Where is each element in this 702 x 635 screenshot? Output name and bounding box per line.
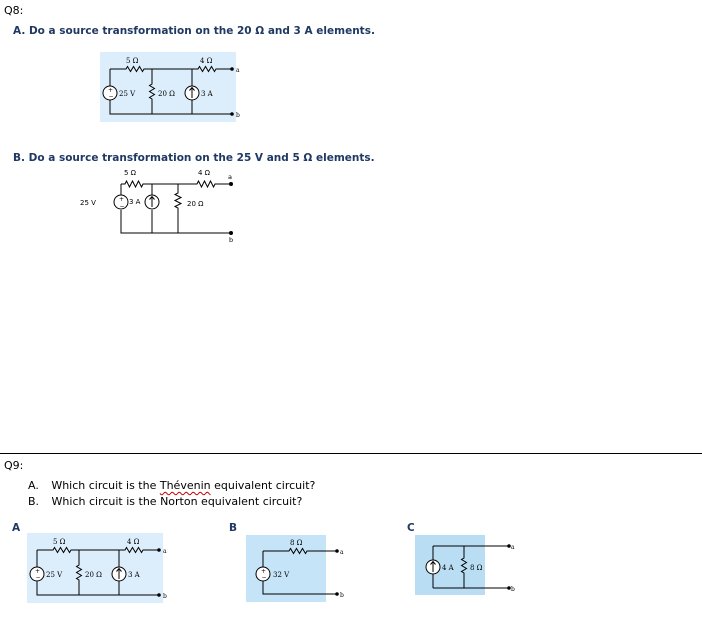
q9-label: Q9: (4, 459, 24, 472)
question-b-text: Which circuit is the Norton equivalent circuit? (51, 495, 303, 508)
node-a-label: a (236, 67, 240, 74)
section-divider (0, 453, 702, 454)
r-shunt-label: 20 Ω (158, 90, 175, 98)
node-a-label: a (228, 173, 232, 181)
svg-text:−: − (261, 574, 267, 581)
i-source-label: 3 A (129, 198, 141, 206)
node-a-dot (157, 548, 161, 552)
node-b-label: b (163, 593, 167, 600)
i-source-label: 3 A (128, 571, 140, 579)
node-b-dot (230, 112, 234, 116)
node-b-label: b (236, 112, 240, 119)
q8-label: Q8: (4, 4, 24, 17)
thevenin-word: Thévenin (159, 479, 211, 492)
r-shunt-label: 20 Ω (187, 200, 204, 208)
v-source-label: 25 V (46, 571, 63, 579)
svg-text:−: − (119, 203, 125, 210)
r-shunt-label: 20 Ω (85, 571, 102, 579)
node-b-dot (157, 593, 161, 597)
q9-question-b (28, 495, 302, 508)
r-label: 8 Ω (290, 539, 303, 547)
node-a-dot (335, 549, 339, 553)
q9-circuit-a (27, 533, 172, 605)
node-b-dot (335, 592, 339, 596)
choice-a-label: A (12, 522, 21, 534)
svg-text:+: + (119, 196, 125, 203)
r-label: 8 Ω (470, 564, 483, 572)
q8-circuit-a (100, 52, 245, 124)
q9-question-a (28, 479, 315, 492)
svg-text:−: − (108, 93, 114, 100)
node-b-dot (229, 231, 233, 235)
r-series-label: 5 Ω (124, 169, 137, 177)
v-source-label: 25 V (119, 90, 136, 98)
v-source-label: 32 V (273, 571, 290, 579)
node-a-label: a (340, 549, 344, 556)
i-source-label: 4 A (442, 564, 454, 572)
question-b-marker: B. (28, 495, 40, 508)
circuit-background (27, 533, 163, 603)
node-a-label: a (163, 548, 167, 555)
svg-text:+: + (261, 568, 267, 575)
svg-text:+: + (35, 568, 41, 575)
question-a-pre: Which circuit is the (51, 479, 160, 492)
q9-circuit-c (415, 535, 517, 600)
choice-b-label: B (229, 522, 238, 534)
node-a-dot (230, 67, 234, 71)
q9-circuit-b (246, 535, 352, 605)
svg-text:+: + (108, 87, 114, 94)
r-out-label: 4 Ω (127, 538, 140, 546)
r-series-label: 5 Ω (126, 57, 139, 65)
v-source-label: 25 V (80, 199, 96, 207)
node-b-label: b (340, 592, 344, 599)
i-source-label: 3 A (201, 90, 213, 98)
q8-circuit-b (74, 164, 244, 246)
node-a-dot (229, 182, 233, 186)
r-series-label: 5 Ω (53, 538, 66, 546)
node-b-label: b (511, 586, 515, 593)
node-b-label: b (229, 236, 234, 244)
question-a-marker: A. (28, 479, 39, 492)
q8-part-a-title: A. Do a source transformation on the 20 Ω and 3 A elements. (13, 25, 375, 37)
svg-text:−: − (35, 574, 41, 581)
r-out-label: 4 Ω (200, 57, 213, 65)
circuit-background (100, 52, 236, 122)
node-a-label: a (511, 544, 515, 551)
question-a-post: equivalent circuit? (210, 479, 316, 492)
r-out-label: 4 Ω (198, 169, 211, 177)
q8-part-b-title: B. Do a source transformation on the 25 V and 5 Ω elements. (13, 152, 375, 164)
choice-c-label: C (407, 522, 415, 534)
